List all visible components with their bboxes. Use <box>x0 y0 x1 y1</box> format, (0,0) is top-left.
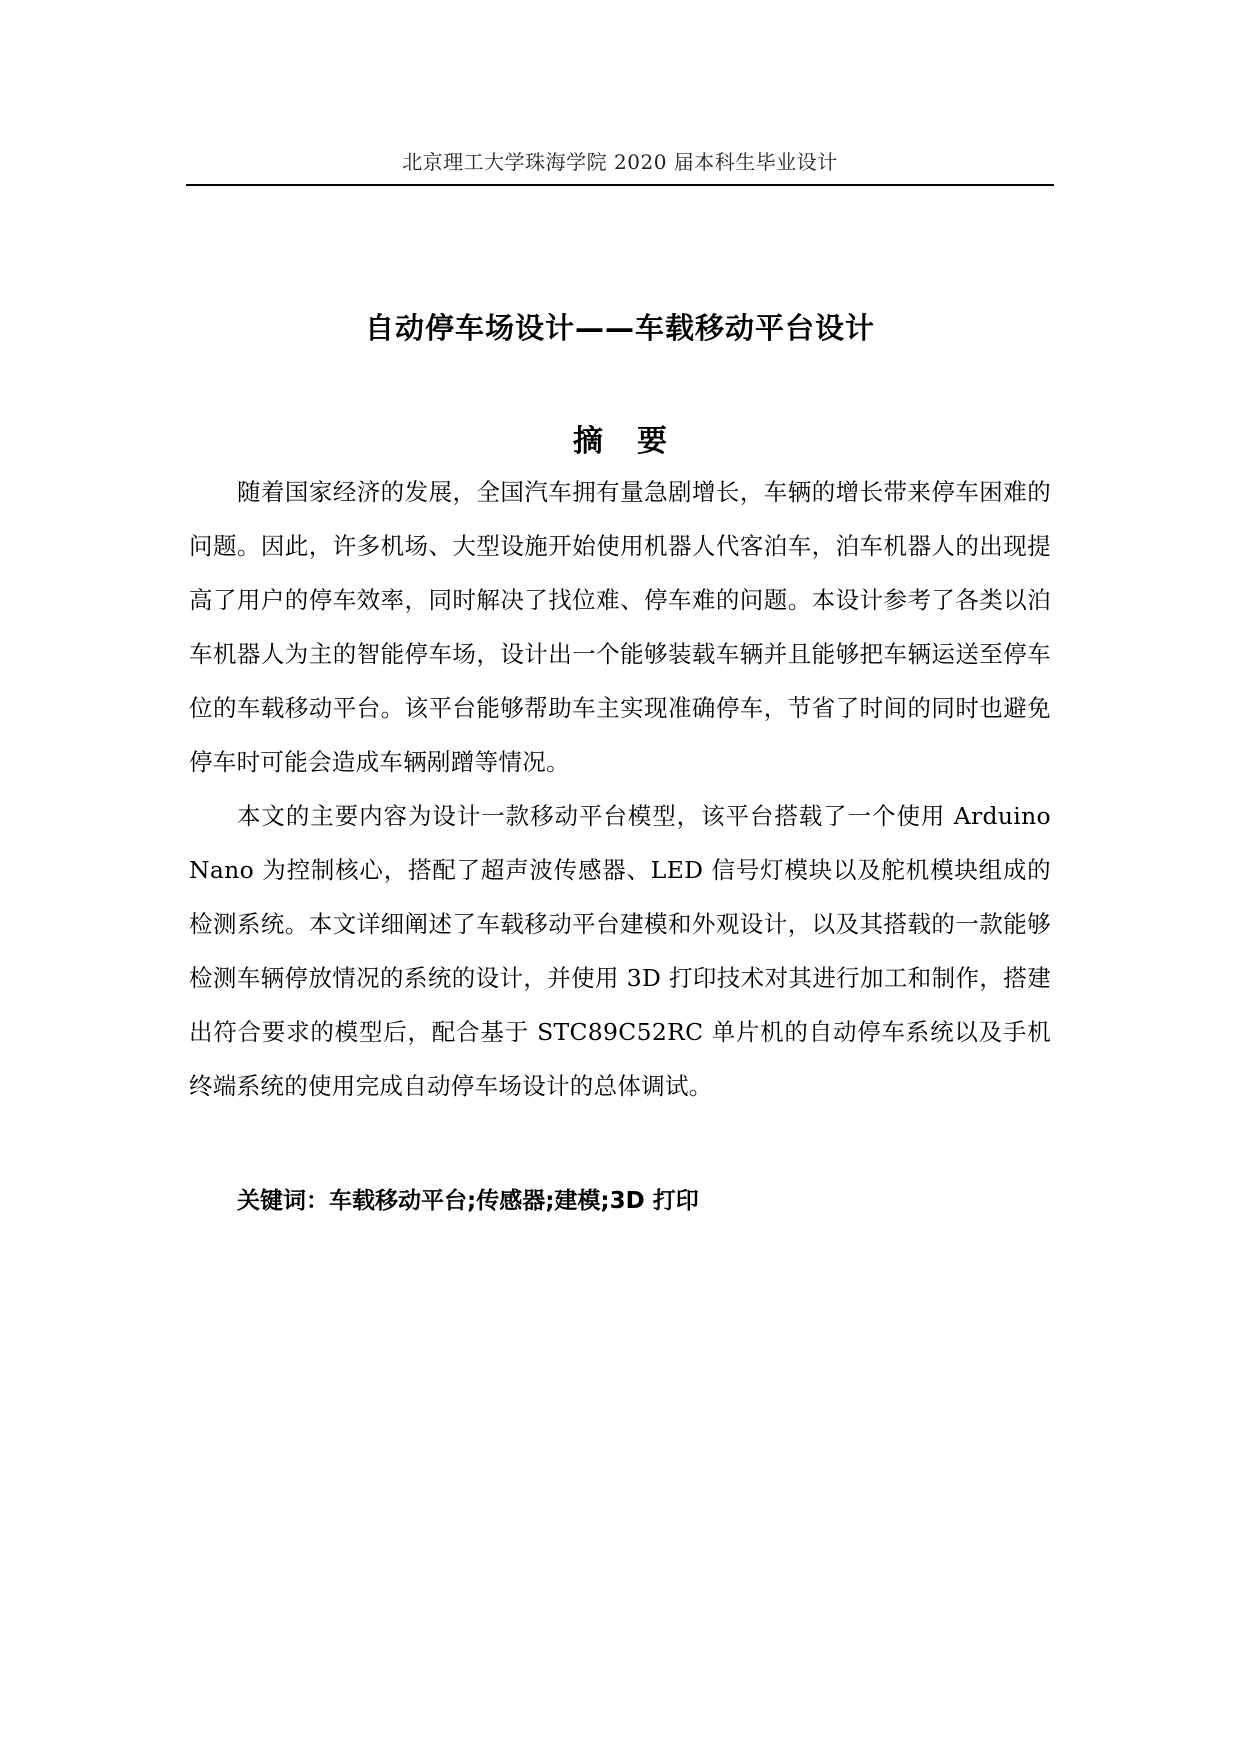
abstract-paragraph: 随着国家经济的发展，全国汽车拥有量急剧增长，车辆的增长带来停车困难的问题。因此，许多机场、大型设施开始使用机器人代客泊车，泊车机器人的出现提高了用户的停车效率，同时解决了找位难、停车难的问题。本设计参考了各类以泊车机器人为主的智能停车场，设计出一个能够装载车辆并且能够把车辆运送至停车位的车载移动平台。该平台能够帮助车主实现准确停车，节省了时间的同时也避免停车时可能会造成车辆剐蹭等情况。 <box>189 478 1051 776</box>
thesis-title: 自动停车场设计——车载移动平台设计 <box>364 311 875 345</box>
abstract-heading: 摘要 <box>573 424 701 459</box>
header-divider <box>186 184 1054 186</box>
running-header: 北京理工大学珠海学院 2020 届本科生毕业设计 <box>402 150 838 174</box>
abstract-paragraph: 本文的主要内容为设计一款移动平台模型，该平台搭载了一个使用 Arduino Nano 为控制核心，搭配了超声波传感器、LED 信号灯模块以及舵机模块组成的检测系统。本文详细阐述了车载移动平台建模和外观设计，以及其搭载的一款能够检测车辆停放情况的系统的设计，并使用 3D 打印技术对其进行加工和制作，搭建出符合要求的模型后，配合基于 STC89C52RC 单片机的自动停车系统以及手机终端系统的使用完成自动停车场设计的总体调试。 <box>189 802 1051 1100</box>
abstract-body <box>189 465 1051 1113</box>
keywords-line: 关键词：车载移动平台;传感器;建模;3D 打印 <box>237 1188 699 1214</box>
